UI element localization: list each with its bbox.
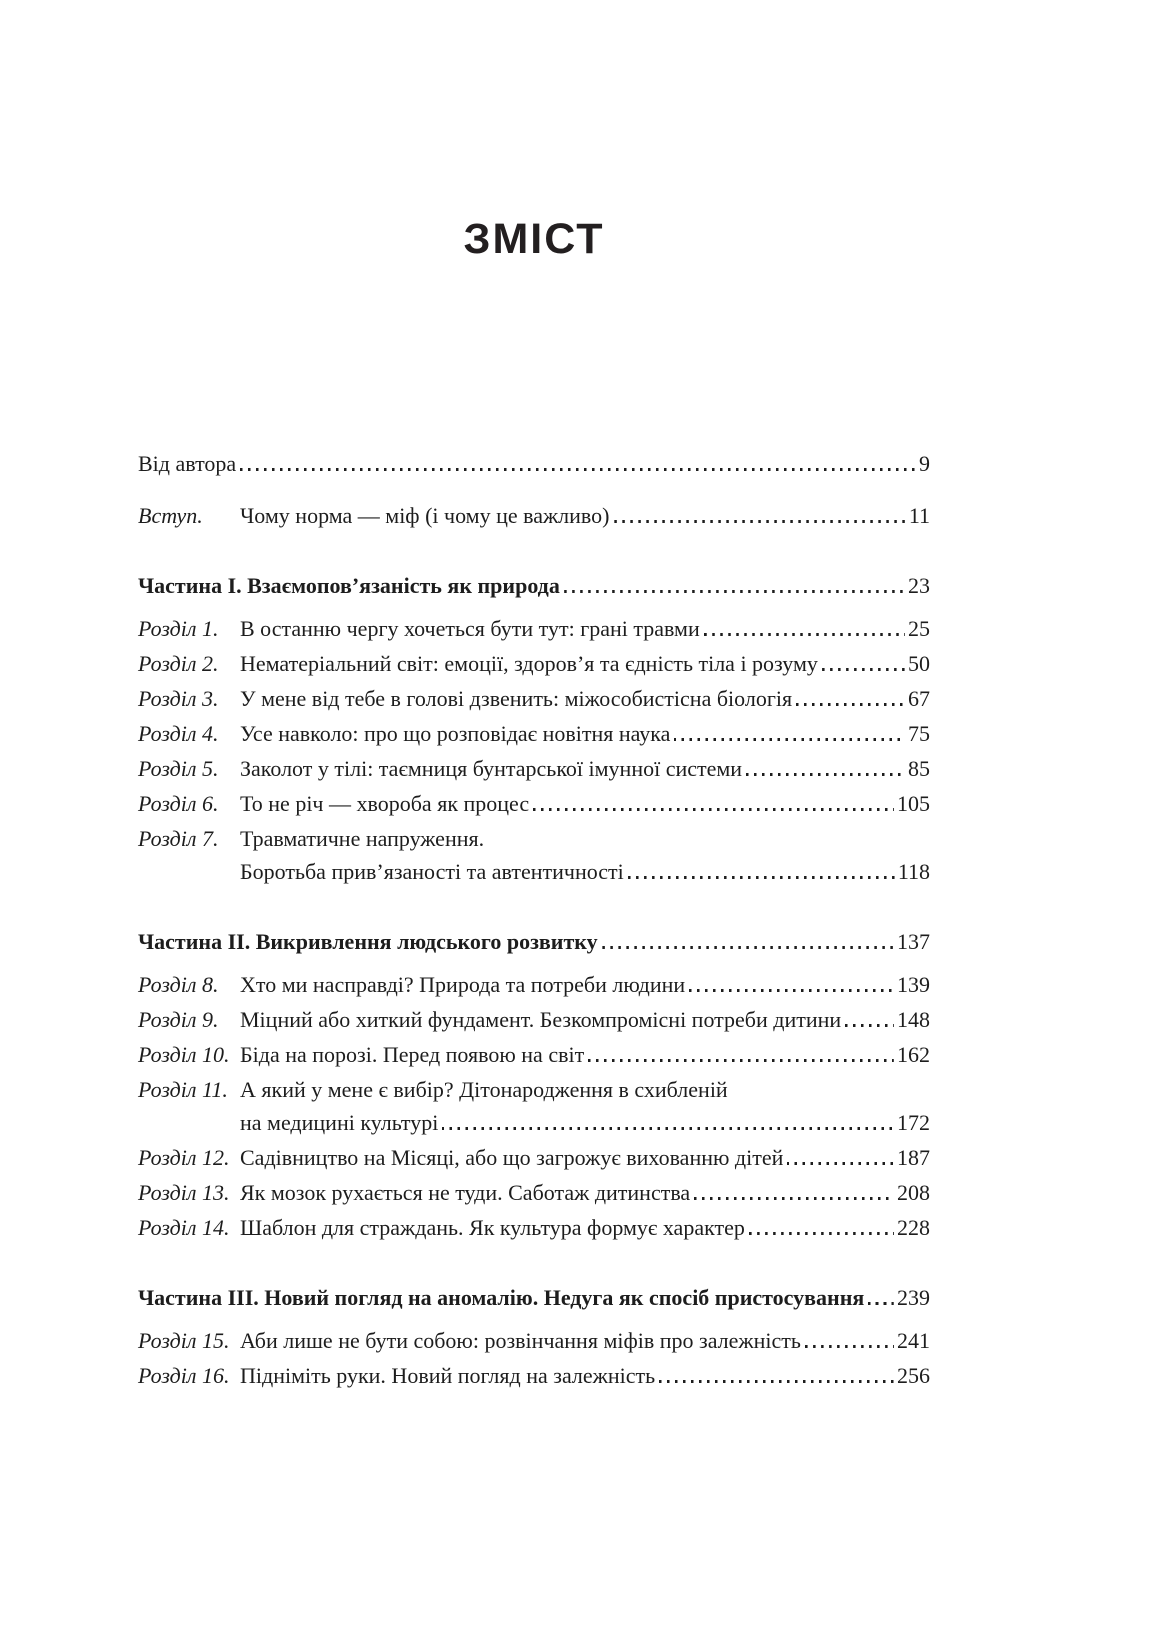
toc-entry-chapter bbox=[138, 1073, 930, 1139]
toc-entry-title: У мене від тебе в голові дзвенить: міжособистісна біологія bbox=[240, 686, 793, 711]
toc-entry-chapter bbox=[138, 1324, 930, 1357]
toc-entry-chapter bbox=[138, 787, 930, 820]
dotted-leader bbox=[628, 876, 895, 879]
toc-entry-line bbox=[240, 752, 930, 785]
toc-entry-intro bbox=[138, 499, 930, 532]
toc-entry-body bbox=[240, 717, 930, 750]
toc-entry-body bbox=[240, 612, 930, 645]
toc-entry-title: Шаблон для страждань. Як культура формує характер bbox=[240, 1215, 745, 1240]
toc-entry-title: Частина III. Новий погляд на аномалію. Недуга як спосіб пристосування bbox=[138, 1285, 865, 1310]
toc-entry-chapter bbox=[138, 1359, 930, 1392]
toc-entry-page-number: 67 bbox=[908, 686, 930, 711]
toc-entry-chapter bbox=[138, 1038, 930, 1071]
toc-entry-label: Розділ 9. bbox=[138, 1007, 219, 1032]
toc-entry-line bbox=[240, 1106, 930, 1139]
toc-entry-body bbox=[240, 647, 930, 680]
toc-entry-body bbox=[240, 682, 930, 715]
toc-entry-body bbox=[240, 1073, 930, 1139]
dotted-leader bbox=[805, 1345, 894, 1348]
toc-entry-page-number: 50 bbox=[908, 651, 930, 676]
toc-entry-line bbox=[138, 447, 930, 480]
toc-entry-body bbox=[138, 1281, 930, 1314]
toc-entry-line bbox=[240, 822, 930, 855]
toc-entry-title: Заколот у тілі: таємниця бунтарської імунної системи bbox=[240, 756, 743, 781]
toc-entry-line bbox=[240, 1003, 930, 1036]
toc-entry-front bbox=[138, 447, 930, 480]
toc-entry-label: Розділ 3. bbox=[138, 686, 219, 711]
toc-entry-line bbox=[240, 787, 930, 820]
toc-entry-body bbox=[240, 1176, 930, 1209]
dotted-leader bbox=[796, 703, 905, 706]
toc-entry-label: Вступ. bbox=[138, 503, 203, 528]
toc-entry-page-number: 228 bbox=[897, 1215, 930, 1240]
toc-entry-title: Травматичне напруження. bbox=[240, 826, 485, 851]
toc-entry-part bbox=[138, 569, 930, 602]
toc-entry-label: Розділ 2. bbox=[138, 651, 219, 676]
toc-entry-line bbox=[240, 1038, 930, 1071]
toc-entry-page-number: 85 bbox=[908, 756, 930, 781]
toc-entry-body bbox=[240, 1003, 930, 1036]
dotted-leader bbox=[442, 1127, 894, 1130]
toc-entry-label: Розділ 16. bbox=[138, 1363, 230, 1388]
toc-entry-line bbox=[240, 612, 930, 645]
toc-entry-label: Розділ 10. bbox=[138, 1042, 230, 1067]
page-title: ЗМІСТ bbox=[463, 215, 605, 263]
toc-entry-body bbox=[240, 822, 930, 888]
toc-entry-title: Від автора bbox=[138, 451, 237, 476]
toc-entry-label: Розділ 8. bbox=[138, 972, 219, 997]
toc-entry-title: Садівництво на Місяці, або що загрожує вихованню дітей bbox=[240, 1145, 784, 1170]
toc-entry-line bbox=[240, 1141, 930, 1174]
toc-entry-line bbox=[240, 717, 930, 750]
toc-entry-label: Розділ 11. bbox=[138, 1077, 228, 1102]
toc-entry-body bbox=[240, 968, 930, 1001]
toc-entry-title: Аби лише не бути собою: розвінчання міфів про залежність bbox=[240, 1328, 801, 1353]
toc-entry-line bbox=[240, 1324, 930, 1357]
toc-entry-line bbox=[138, 1281, 930, 1314]
dotted-leader bbox=[749, 1232, 894, 1235]
dotted-leader bbox=[674, 738, 905, 741]
toc-entry-title: Усе навколо: про що розповідає новітня наука bbox=[240, 721, 671, 746]
toc-entry-title: Частина II. Викривлення людського розвитку bbox=[138, 929, 598, 954]
toc-entry-title: на медицині культурі bbox=[240, 1110, 439, 1135]
toc-entry-label: Розділ 4. bbox=[138, 721, 219, 746]
toc-entry-body bbox=[138, 925, 930, 958]
toc-entry-page-number: 9 bbox=[919, 451, 930, 476]
toc-entry-body bbox=[240, 499, 930, 532]
toc-entry-page-number: 162 bbox=[897, 1042, 930, 1067]
toc-entry-line bbox=[138, 569, 930, 602]
toc-entry-title: А який у мене є вибір? Дітонародження в схибленій bbox=[240, 1077, 728, 1102]
toc-entry-page-number: 75 bbox=[908, 721, 930, 746]
toc-entry-page-number: 208 bbox=[897, 1180, 930, 1205]
toc-entry-line bbox=[240, 855, 930, 888]
toc-entry-title: Частина I. Взаємопов’язаність як природа bbox=[138, 573, 560, 598]
toc-entry-chapter bbox=[138, 682, 930, 715]
toc-entry-label: Розділ 12. bbox=[138, 1145, 230, 1170]
dotted-leader bbox=[704, 633, 905, 636]
toc-entry-title: Нематеріальний світ: емоції, здоров’я та єдність тіла і розуму bbox=[240, 651, 818, 676]
toc-entry-chapter bbox=[138, 612, 930, 645]
toc-entry-title: Чому норма — міф (і чому це важливо) bbox=[240, 503, 610, 528]
toc-entry-title: Міцний або хиткий фундамент. Безкомпромісні потреби дитини bbox=[240, 1007, 842, 1032]
toc-entry-chapter bbox=[138, 968, 930, 1001]
dotted-leader bbox=[845, 1024, 894, 1027]
toc-entry-page-number: 148 bbox=[897, 1007, 930, 1032]
toc-entry-title: Як мозок рухається не туди. Саботаж дитинства bbox=[240, 1180, 691, 1205]
toc-entry-body bbox=[138, 447, 930, 480]
dotted-leader bbox=[602, 946, 894, 949]
dotted-leader bbox=[868, 1302, 894, 1305]
toc-entry-label: Розділ 5. bbox=[138, 756, 219, 781]
toc-entry-page-number: 187 bbox=[897, 1145, 930, 1170]
toc-entry-chapter bbox=[138, 1003, 930, 1036]
toc-entry-title: В останню чергу хочеться бути тут: грані травми bbox=[240, 616, 700, 641]
toc-entry-chapter bbox=[138, 1211, 930, 1244]
dotted-leader bbox=[564, 590, 905, 593]
toc-entry-body bbox=[240, 1359, 930, 1392]
toc-entry-label: Розділ 6. bbox=[138, 791, 219, 816]
toc-entry-line bbox=[240, 1359, 930, 1392]
toc-entry-line bbox=[240, 499, 930, 532]
dotted-leader bbox=[240, 468, 916, 471]
toc-entry-page-number: 23 bbox=[908, 573, 930, 598]
toc-entry-label: Розділ 13. bbox=[138, 1180, 230, 1205]
toc-entry-page-number: 139 bbox=[897, 972, 930, 997]
toc-entry-label: Розділ 14. bbox=[138, 1215, 230, 1240]
toc-entry-line bbox=[240, 682, 930, 715]
toc-entry-title: Підніміть руки. Новий погляд на залежність bbox=[240, 1363, 656, 1388]
toc-entry-line bbox=[240, 1176, 930, 1209]
toc-entry-body bbox=[240, 787, 930, 820]
toc-entry-page-number: 105 bbox=[897, 791, 930, 816]
toc-entry-title: Боротьба прив’язаності та автентичності bbox=[240, 859, 624, 884]
toc-entry-page-number: 25 bbox=[908, 616, 930, 641]
toc-entry-part bbox=[138, 1281, 930, 1314]
dotted-leader bbox=[588, 1059, 894, 1062]
table-of-contents bbox=[138, 447, 930, 1392]
toc-entry-page-number: 118 bbox=[897, 859, 930, 884]
dotted-leader bbox=[822, 668, 905, 671]
dotted-leader bbox=[689, 989, 894, 992]
dotted-leader bbox=[614, 520, 906, 523]
toc-entry-page-number: 172 bbox=[897, 1110, 930, 1135]
toc-entry-body bbox=[138, 569, 930, 602]
toc-entry-line bbox=[240, 1211, 930, 1244]
dotted-leader bbox=[746, 773, 905, 776]
toc-entry-body bbox=[240, 1324, 930, 1357]
toc-entry-body bbox=[240, 752, 930, 785]
toc-entry-chapter bbox=[138, 1141, 930, 1174]
toc-entry-page-number: 256 bbox=[897, 1363, 930, 1388]
toc-entry-line bbox=[240, 1073, 930, 1106]
toc-entry-page-number: 137 bbox=[897, 929, 930, 954]
toc-entry-label: Розділ 1. bbox=[138, 616, 219, 641]
dotted-leader bbox=[533, 808, 894, 811]
dotted-leader bbox=[659, 1380, 894, 1383]
toc-entry-body bbox=[240, 1038, 930, 1071]
toc-entry-chapter bbox=[138, 822, 930, 888]
toc-entry-label: Розділ 7. bbox=[138, 826, 219, 851]
toc-entry-title: Хто ми насправді? Природа та потреби людини bbox=[240, 972, 686, 997]
toc-entry-line bbox=[240, 968, 930, 1001]
toc-entry-page-number: 11 bbox=[908, 503, 930, 528]
toc-entry-page-number: 241 bbox=[897, 1328, 930, 1353]
toc-entry-body bbox=[240, 1141, 930, 1174]
toc-entry-line bbox=[240, 647, 930, 680]
toc-entry-chapter bbox=[138, 752, 930, 785]
toc-entry-chapter bbox=[138, 647, 930, 680]
toc-entry-title: Біда на порозі. Перед появою на світ bbox=[240, 1042, 585, 1067]
dotted-leader bbox=[694, 1197, 894, 1200]
toc-entry-chapter bbox=[138, 1176, 930, 1209]
toc-entry-label: Розділ 15. bbox=[138, 1328, 230, 1353]
toc-entry-body bbox=[240, 1211, 930, 1244]
toc-entry-page-number: 239 bbox=[897, 1285, 930, 1310]
toc-entry-title: То не річ — хвороба як процес bbox=[240, 791, 530, 816]
toc-entry-chapter bbox=[138, 717, 930, 750]
toc-entry-line bbox=[138, 925, 930, 958]
dotted-leader bbox=[787, 1162, 894, 1165]
toc-entry-part bbox=[138, 925, 930, 958]
